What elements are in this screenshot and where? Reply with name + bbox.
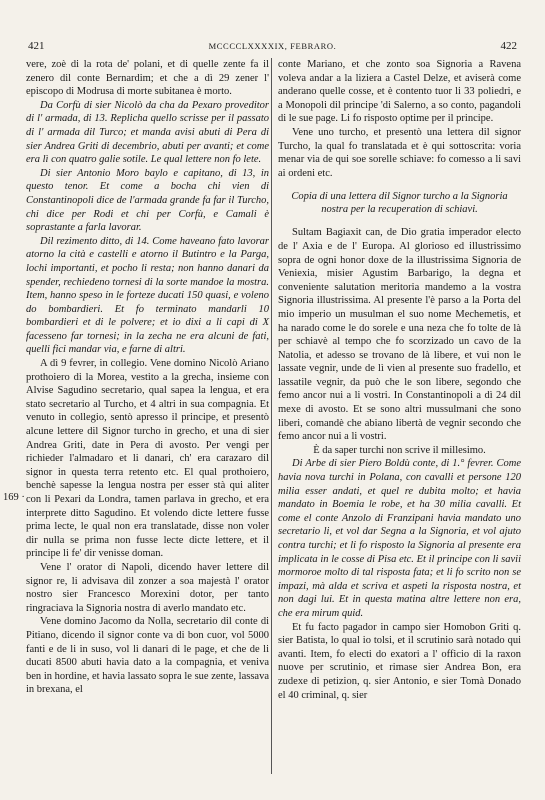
running-header xyxy=(28,40,517,52)
left-column xyxy=(26,58,269,697)
right-para-paragraph: Et fu facto pagador in campo sier Homobon Griti q. sier Batista, lo qual io tolsi, et il scrutinio sarà notado qui avanti. Item, fo electi do exatori a l' officio di la raxon nuove per scrutinio, et rimase sier Andrea Bon, era zudexe di petizion, q. sier Antonio, e sier Tomà Donado el 40 criminal, q. sier xyxy=(278,621,521,701)
right-column xyxy=(278,58,521,702)
left-cit-paragraph: Di sier Antonio Moro baylo e capitano, di 13, in questo tenor. Et come a bocha chi vien di Constantinopoli dice de l'armada grande fa far il Turcho, chi dice per Rodi et chi per Corfù, e Camali è soprastante a farla lavorar. xyxy=(26,167,269,234)
right-cont-paragraph: conte Mariano, et che zonto soa Signoria a Ravena voleva andar a la liziera a Castel Delze, et aviserà come anderano quelle cosse, et è contento tuor li 33 poliedri, e a Monopoli dil principe 'di Salerno, a so conto, pagandoli di le sue page. Li fo risposto optime per il principe. xyxy=(278,59,521,125)
column-divider xyxy=(271,58,272,774)
left-cit-paragraph: Da Corfù di sier Nicolò da cha da Pexaro proveditor di l' armada, di 13. Replicha quello scrisse per il passato di l' armada dil Turco; et manda avisi abuti di Pera di sier Andrea Griti di decembrio, abuti per avanti; et come era lì con quatro galie sotile. Le qual lettere non fo lete. xyxy=(26,99,269,166)
running-title: MCCCCLXXXXIX, FEBRARO. xyxy=(208,41,337,51)
right-cit-paragraph: Di Arbe di sier Piero Boldù conte, di 1.° fevrer. Come havia nova turchi in Polana, con cavalli et persone 120 milia esser andati, et quel re dubita molto; et havia mandato in Boemia le robe, et ha 30 milia cavalli. Et come el conte Anzolo di Franzipani havia mandato uno secretario li, et vol dar Segna a la Signoria, et vol ajuto contra turchi; et li fo risposto la Signoria al presente era implicata in le cosse di Pisa etc. Et il principe con li savii mormoroe molto di tal risposta fata; et li fo scrito non se impazi, mà alda et scriva et aspeti la risposta nostra, et non dagi lui. Et in questa matina altre lettere non era, che era mirum quid. xyxy=(278,458,521,619)
right-center-paragraph: È da saper turchi non scrive il millesimo. xyxy=(313,444,486,456)
left-para-paragraph: Vene domino Jacomo da Nolla, secretario dil conte di Pitiano, dicendo il signor conte va di bon cuor, vol 5000 fanti e de li in suso, vol li danari di le page, et che de li ducati 8500 abuti havia dato a la compagnia, et veniva ben in hordine, et havia lassato sopra le sue zente, lassava in brexana, el xyxy=(26,616,269,696)
left-cit-paragraph: Dil rezimento ditto, di 14. Come haveano fato lavorar atorno la cità e castelli e atorno il Butintro e la Parga, lochi importanti, et pocho li resta; non hanno danari da spender, rechiedeno tornesi di la sorte mandoe la mostra. Item, hanno speso in le forteze ducati 150 quasi, e voleno do bombardieri. Et fo terminato mandarli 10 bombardieri et di le polvere; et io dixi a li capi di X facesseno far tornesi; in la zecha ne era alcuni de fati, quelli fici mandar via, e farne di altri. xyxy=(26,235,269,356)
left-para-paragraph: A dì 9 fevrer, in collegio. Vene domino Nicolò Ariano prothoiero di la Morea, vestito a la grecha, insieme con Alvise Sagudino secretario, qual sapea la lengua, et era stato secretario al Turcho, et 4 altri in sua compagnia. Et venuto in collegio, sentò apresso il principe, et presentò alcune lettere dil Signor turcho in grecho, et una di sier Andrea Griti, date in Pera di avosto. Per vengi per richieder l'almadaro et li danari, ch' era carazaro dil signor in questa terra retento etc. El qual prothoiero, benchè sapesse la lengua nostra per esser stà qui aliter con li Pexari da Londra, tamen parlava in grecho, et era interprete ditto Sagudino. Et volendo dicte lettere fusse prima lecte, le qual non era translatade, disse non voler dir nulla se prima non fusse lecte dicte lettere, et il principe li fe' dir venisse doman. xyxy=(26,358,269,560)
left-cont-paragraph: vere, zoè di la rota de' polani, et di quelle zente fa il zenero dil conte Bernardim; et che a dì 29 zener l' episcopo di Modrusa di morte subitanea è morto. xyxy=(26,59,269,98)
right-title-paragraph: Copia di una lettera dil Signor turcho a la Signoria nostra per la recuperation di schiavi. xyxy=(291,191,508,216)
right-para-paragraph: Sultam Bagiaxit can, de Dio gratia imperador electo de l' Axia e de l' Europa. Al glorioso ed illustrissimo sopra de ogni honor doxe de la illustrissima Signoria de Veniexia, misier Agustim Barbarigo, la degna et conveniente salutation meritoria mandemo a la vostra Signoria illustrissima. Al presente l'è parso a la Porta del mio imperio un musulman el suo nome Mechemetis, et ha narado come le do sorele e una neza che fo tolte de là per schiavè al tempo che fo scorzizado un cavo de la Natolia, et adesso se trovano de là libere, et vui non le lassate vegnir, unde de lì vien al presente suo fradello, et lassatile vegnir, da può che le son libere, segondo che femo ancor nui a li vostri. In Constantinopoli a dì 24 dil mexe di avosto. Et se sono altri mussulmani che sono liberi, comandè che abiano libertà de vegnir secondo che femo ancor nui a li vostri. xyxy=(278,227,521,443)
right-para-paragraph: Vene uno turcho, et presentò una lettera dil signor Turcho, la qual fo translatada et è qui sottoscrita: voria menar via de qui soe sorelle schiave: fo comesso a li savi ai ordeni etc. xyxy=(278,126,521,179)
page-number-left: 421 xyxy=(28,40,45,52)
page-number-right: 422 xyxy=(500,40,517,52)
margin-note: 169 · xyxy=(3,492,25,503)
left-para-paragraph: Vene l' orator di Napoli, dicendo haver lettere dil signor re, li advisava dil zonzer a soa majestà l' orator nostro sier Francesco Morexini dotor, per tanto ringraciava la Signoria nostra di averlo mandato etc. xyxy=(26,561,269,614)
